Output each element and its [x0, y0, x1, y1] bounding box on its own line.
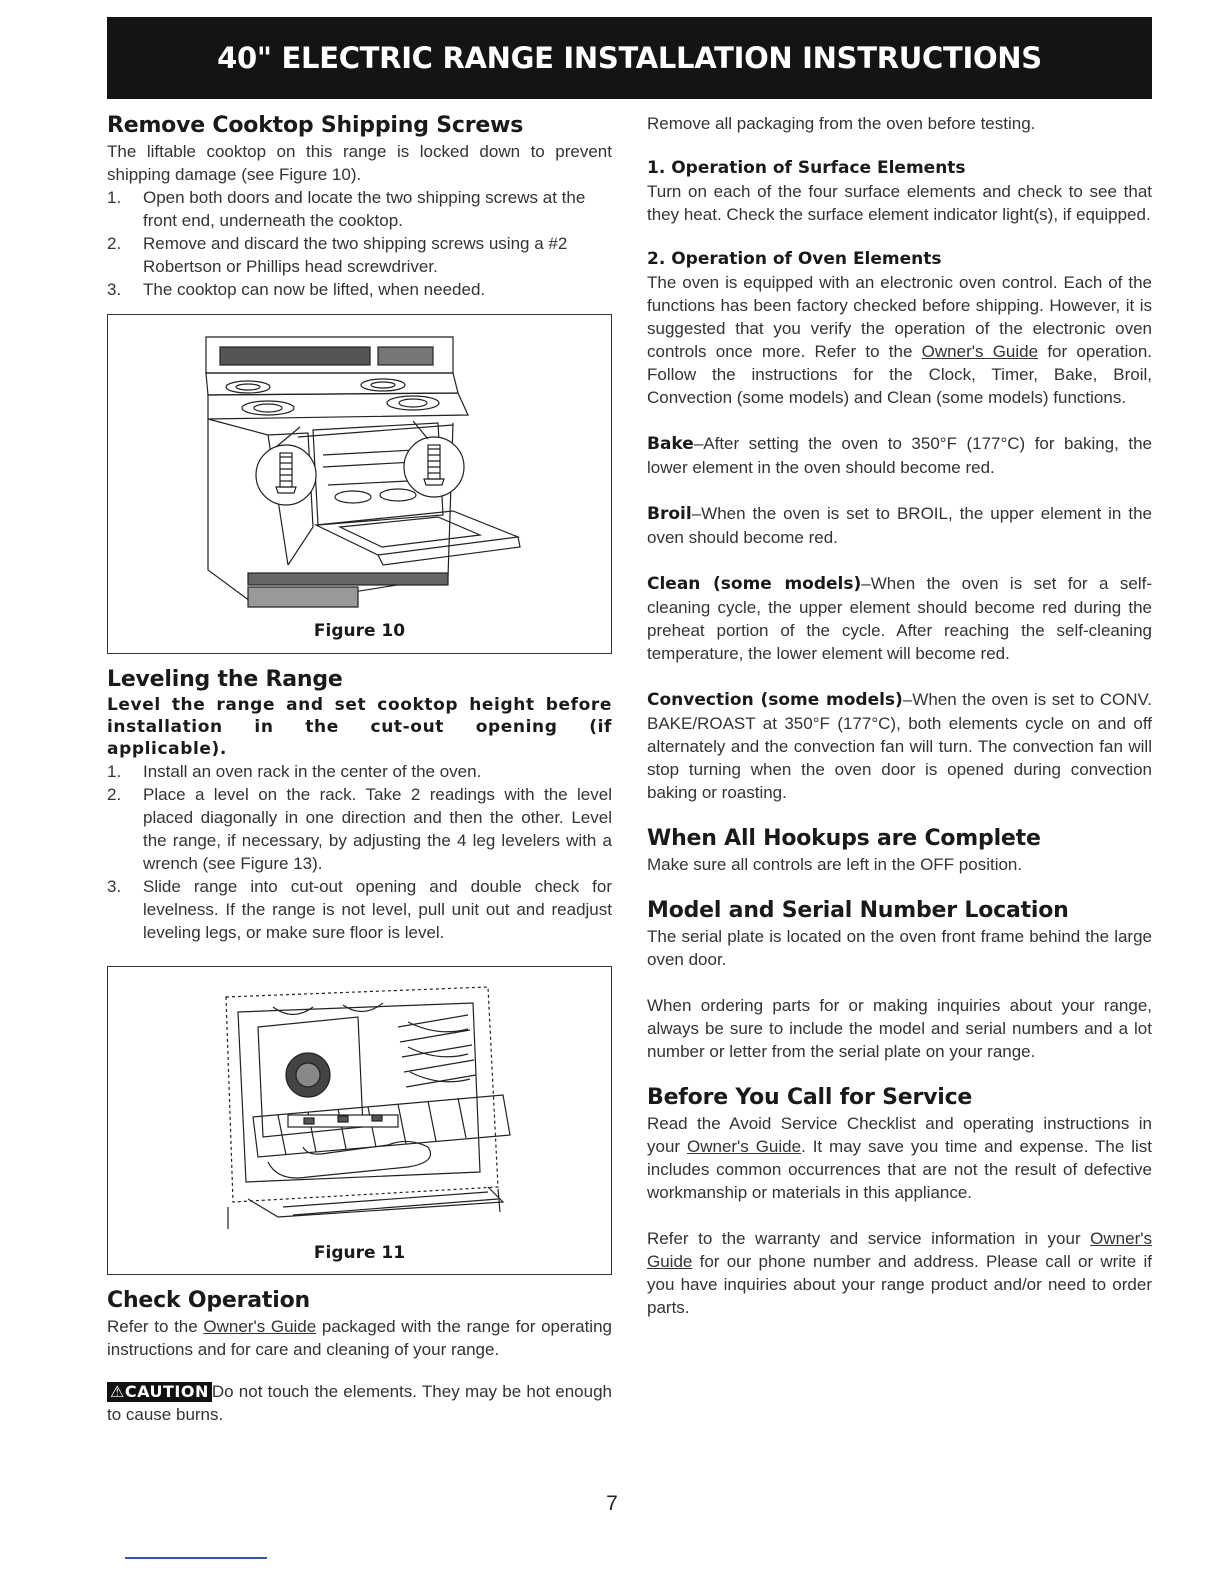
- footer-divider: [125, 1557, 267, 1559]
- service-text-2: Refer to the warranty and service information in your Owner's Guide for our phone number and address. Please call or write if you have inquiries about your range product and/or need to order parts.: [647, 1229, 1152, 1317]
- service-heading: Before You Call for Service: [647, 1085, 973, 1110]
- caution-notice: ⚠CAUTION Do not touch the elements. They may be hot enough to cause burns.: [107, 1382, 612, 1424]
- figure-10-caption: Figure 10: [313, 621, 406, 641]
- warning-icon: ⚠: [110, 1382, 125, 1401]
- list-item: 3. Slide range into cut-out opening and double check for levelness. If the range is not level, pull unit out and readjust leveling legs, or make sure floor is level.: [107, 877, 612, 942]
- service-text-1: Read the Avoid Service Checklist and operating instructions in your Owner's Guide. It may save you time and expense. The list includes common occurrences that are not the result of defective workmanship or materials in this appliance.: [647, 1114, 1153, 1202]
- list-item: 2. Place a level on the rack. Take 2 readings with the level placed diagonally in one direction and then the other. Level the range, if necessary, by adjusting the 4 leg levelers with a wrench (see Figure 13).: [107, 785, 612, 873]
- figure-11-caption: Figure 11: [313, 1243, 406, 1263]
- list-item: 3. The cooktop can now be lifted, when needed.: [107, 280, 486, 299]
- shipping-steps: [107, 186, 612, 301]
- surface-elements-heading: 1. Operation of Surface Elements: [647, 158, 966, 178]
- figure-11: [107, 966, 612, 1275]
- page-banner: [107, 17, 1152, 99]
- range-shipping-screws-illustration: [108, 315, 613, 615]
- testing-intro: Remove all packaging from the oven before testing.: [647, 114, 1036, 133]
- page-title: 40" ELECTRIC RANGE INSTALLATION INSTRUCTIONS: [217, 41, 1042, 75]
- owners-guide-link[interactable]: Owner's Guide: [921, 342, 1039, 361]
- page-number: 7: [606, 1492, 618, 1515]
- leveling-heading: Leveling the Range: [107, 667, 343, 692]
- leveling-steps: [107, 760, 612, 944]
- shipping-screws-heading: Remove Cooktop Shipping Screws: [107, 113, 524, 138]
- list-item: 2. Remove and discard the two shipping screws using a #2 Robertson or Phillips head screwdriver.: [107, 234, 568, 276]
- list-item: 1. Open both doors and locate the two shipping screws at the front end, underneath the cooktop.: [107, 188, 586, 230]
- list-item: 1. Install an oven rack in the center of the oven.: [107, 762, 482, 781]
- caution-badge: ⚠CAUTION: [107, 1382, 212, 1402]
- serial-location-heading: Model and Serial Number Location: [647, 898, 1069, 923]
- clean-description: Clean (some models)–When the oven is set for a self-cleaning cycle, the upper element should become red during the preheat portion of the cycle. After reaching the self-cleaning temperature, the lower element will become red.: [647, 574, 1152, 663]
- broil-description: Broil–When the oven is set to BROIL, the upper element in the oven should become red.: [647, 504, 1152, 547]
- serial-location-text: The serial plate is located on the oven front frame behind the large oven door.: [647, 927, 1152, 969]
- check-operation-text: Refer to the Owner's Guide packaged with the range for operating instructions and for care and cleaning of your range.: [107, 1317, 612, 1359]
- owners-guide-link[interactable]: Owner's Guide: [647, 1229, 1152, 1271]
- hookups-heading: When All Hookups are Complete: [647, 826, 1041, 851]
- oven-elements-text: The oven is equipped with an electronic oven control. Each of the functions has been factory checked before shipping. However, it is suggested that you verify the operation of the electronic oven controls once more. Refer to the Owner's Guide for operation. Follow the instructions for the Clock, Timer, Bake, Broil, Convection (some models) and Clean (some models) functions.: [647, 273, 1153, 407]
- surface-elements-text: Turn on each of the four surface elements and check to see that they heat. Check the surface element indicator light(s), if equipped.: [647, 182, 1152, 224]
- convection-description: Convection (some models)–When the oven is set to CONV. BAKE/ROAST at 350°F (177°C), both elements cycle on and off alternately and the convection fan will turn. The convection fan will stop turning when the oven door is opened during convection baking or roasting.: [647, 690, 1152, 802]
- owners-guide-link[interactable]: Owner's Guide: [686, 1137, 802, 1156]
- figure-10: [107, 314, 612, 654]
- right-column: [647, 112, 1152, 1319]
- check-operation-heading: Check Operation: [107, 1288, 310, 1313]
- left-column: [107, 112, 612, 1426]
- bake-description: Bake–After setting the oven to 350°F (177°C) for baking, the lower element in the oven should become red.: [647, 434, 1152, 477]
- leveling-subheading: Level the range and set cooktop height before installation in the cut-out opening (if applicable).: [107, 695, 612, 759]
- oven-elements-heading: 2. Operation of Oven Elements: [647, 249, 942, 269]
- owners-guide-link[interactable]: Owner's Guide: [203, 1317, 317, 1336]
- hookups-text: Make sure all controls are left in the OFF position.: [647, 855, 1023, 874]
- oven-rack-level-illustration: [108, 967, 613, 1242]
- shipping-intro: The liftable cooktop on this range is locked down to prevent shipping damage (see Figure 10).: [107, 142, 612, 184]
- serial-ordering-text: When ordering parts for or making inquiries about your range, always be sure to include the model and serial numbers and a lot number or letter from the serial plate on your range.: [647, 996, 1152, 1061]
